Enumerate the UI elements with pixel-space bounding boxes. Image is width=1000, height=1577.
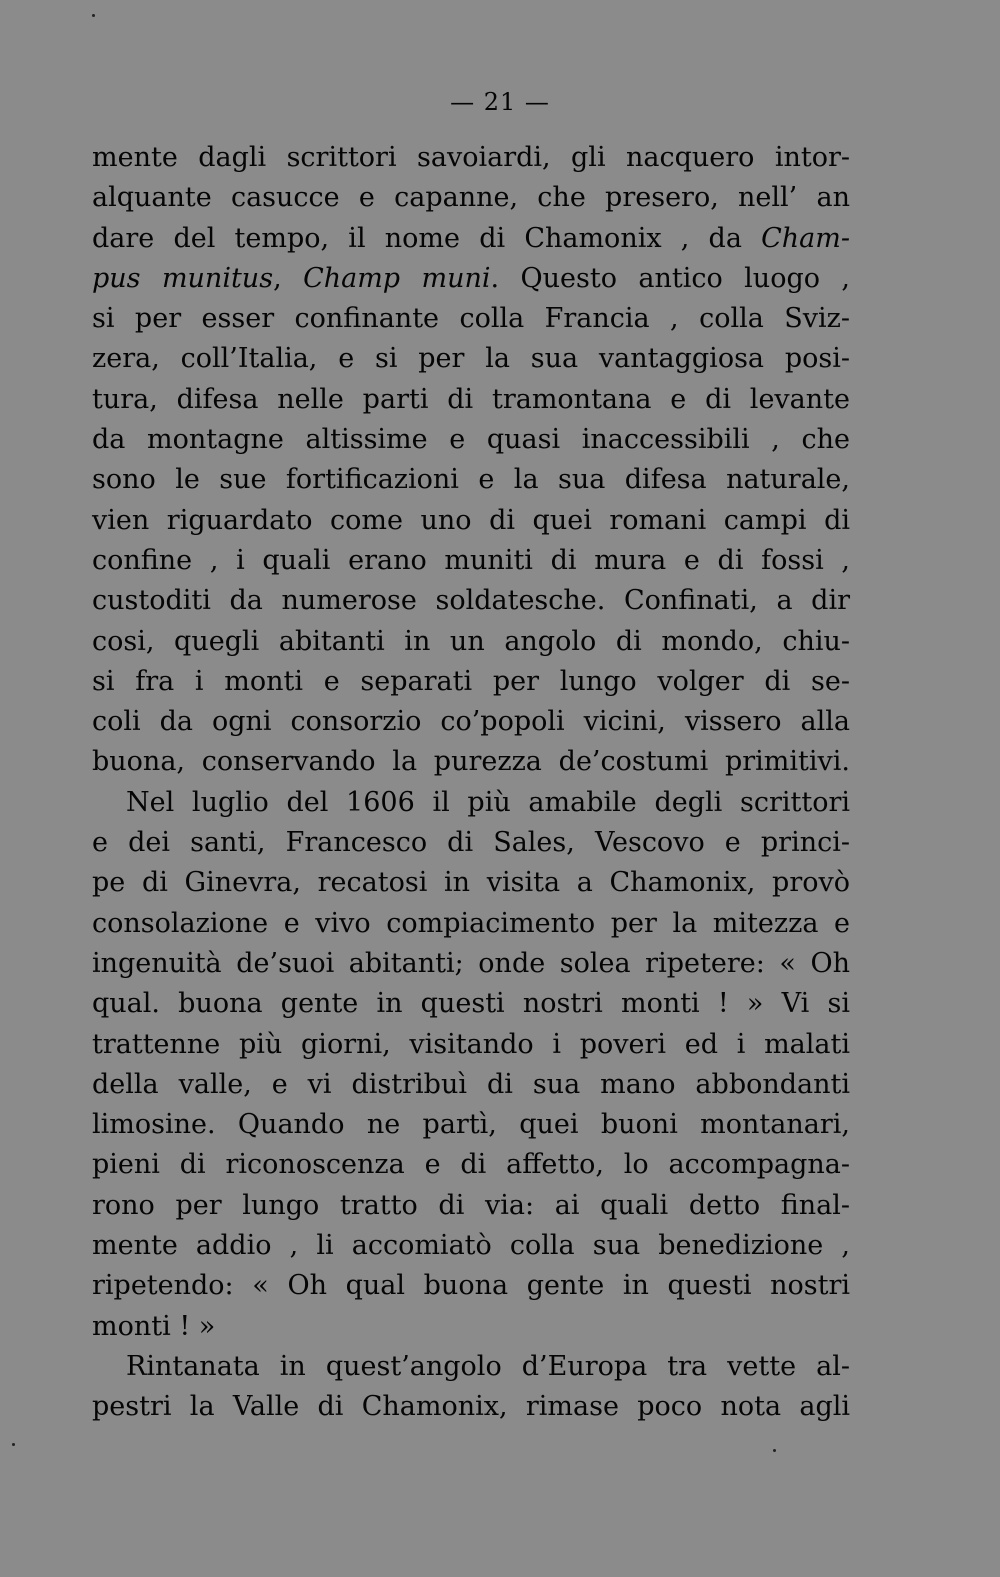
scan-speck — [92, 14, 95, 17]
text-line: qual. buona gente in questi nostri monti ! » Vi si — [92, 988, 850, 1020]
text-line: Rintanata in quest’angolo d’Europa tra vette al- — [126, 1350, 850, 1382]
text-line: pestri la Valle di Chamonix, rimase poco nota agli — [92, 1391, 850, 1423]
text-line: sono le sue fortificazioni e la sua difesa naturale, — [92, 464, 850, 496]
text-line: zera, coll’Italia, e si per la sua vantaggiosa posi- — [92, 343, 850, 375]
text-line: Nel luglio del 1606 il più amabile degli scrittori — [126, 786, 850, 818]
text-line: coli da ogni consorzio co’popoli vicini, vissero alla — [92, 706, 850, 738]
text-line: monti ! » — [92, 1310, 216, 1342]
text-line: trattenne più giorni, visitando i poveri ed i malati — [92, 1028, 850, 1060]
text-line: pieni di riconoscenza e di affetto, lo accompagna- — [92, 1149, 850, 1181]
italic-text: Champ muni — [303, 262, 491, 294]
text-line: consolazione e vivo compiacimento per la mitezza e — [92, 907, 850, 939]
text-line: mente dagli scrittori savoiardi, gli nacquero intor- — [92, 142, 850, 173]
text-line: ripetendo: « Oh qual buona gente in questi nostri — [92, 1270, 850, 1302]
text-line: limosine. Quando ne partì, quei buoni montanari, — [92, 1109, 850, 1141]
text-run: dare del tempo, il nome di Chamonix , da — [92, 222, 762, 254]
text-line — [92, 259, 850, 299]
text-line: rono per lungo tratto di via: ai quali detto final- — [92, 1189, 850, 1221]
text-line: si fra i monti e separati per lungo volger di se- — [92, 665, 850, 697]
text-run: , — [273, 262, 304, 294]
page-number: — 21 — — [450, 88, 550, 116]
text-line: tura, difesa nelle parti di tramontana e di levante — [92, 383, 850, 415]
text-line: confine , i quali erano muniti di mura e di fossi , — [92, 544, 850, 576]
scan-speck — [773, 1449, 776, 1452]
text-line: pe di Ginevra, recatosi in visita a Chamonix, provò — [92, 867, 850, 899]
body-text — [92, 138, 850, 1428]
text-run: . Questo antico luogo , — [490, 262, 850, 294]
scan-speck — [12, 1443, 15, 1446]
text-line: custoditi da numerose soldatesche. Confinati, a dir — [92, 585, 850, 617]
text-line: ingenuità de’suoi abitanti; onde solea ripetere: « Oh — [92, 947, 850, 979]
text-line: della valle, e vi distribuì di sua mano abbondanti — [92, 1068, 850, 1100]
text-line: da montagne altissime e quasi inaccessibili , che — [92, 424, 850, 456]
text-line: alquante casucce e capanne, che presero, nell’ an — [92, 182, 850, 214]
text-line: mente addio , li accomiatò colla sua benedizione , — [92, 1230, 850, 1262]
italic-text: pus munitus — [92, 262, 274, 294]
text-line: cosi, quegli abitanti in un angolo di mondo, chiu- — [92, 625, 850, 657]
text-line: vien riguardato come uno di quei romani campi di — [92, 504, 850, 536]
text-line — [92, 219, 850, 259]
text-line: e dei santi, Francesco di Sales, Vescovo e princi- — [92, 827, 850, 859]
italic-text: Cham- — [761, 222, 850, 254]
text-line: si per esser confinante colla Francia , colla Sviz- — [92, 303, 850, 335]
text-line: buona, conservando la purezza de’costumi primitivi. — [92, 746, 850, 778]
